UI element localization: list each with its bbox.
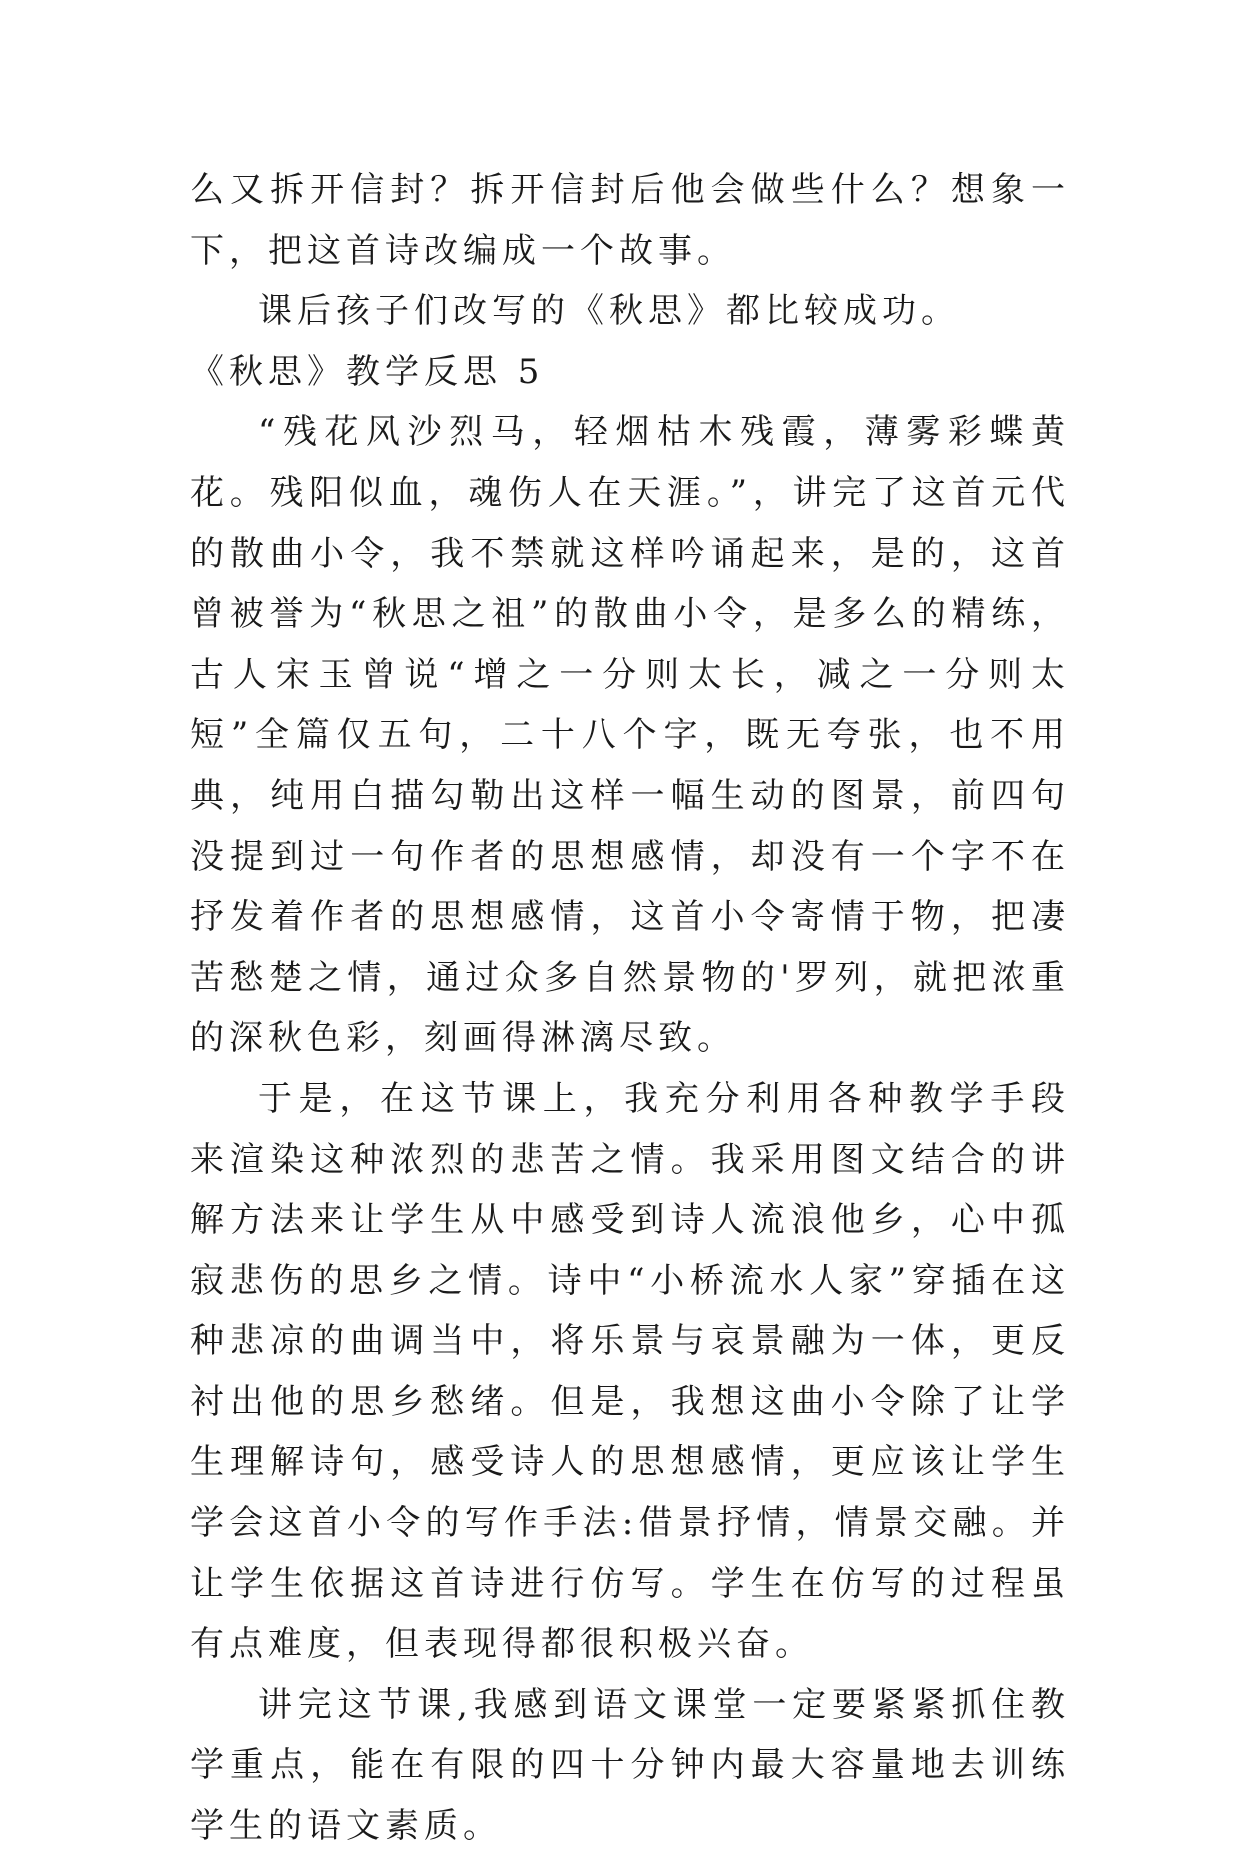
- paragraph-conclusion: 讲完这节课,我感到语文课堂一定要紧紧抓住教学重点，能在有限的四十分钟内最大容量地去训练学生的语文素质。: [190, 1684, 1070, 1847]
- document-body: [190, 160, 1070, 1857]
- paragraph-poem-analysis: “残花风沙烈马，轻烟枯木残霞，薄雾彩蝶黄花。残阳似血，魂伤人在天涯。”，讲完了这首元代的散曲小令，我不禁就这样吟诵起来，是的，这首曾被誉为“秋思之祖”的散曲小令，是多么的精练，古人宋玉曾说“增之一分则太长，减之一分则太短”全篇仅五句，二十八个字，既无夸张，也不用典，纯用白描勾勒出这样一幅生动的图景，前四句没提到过一句作者的思想感情，却没有一个字不在抒发着作者的思想感情，这首小令寄情于物，把凄苦愁楚之情，通过众多自然景物的'罗列，就把浓重的深秋色彩，刻画得淋漓尽致。: [190, 412, 1070, 1059]
- paragraph-teaching-method: 于是，在这节课上，我充分利用各种教学手段来渲染这种浓烈的悲苦之情。我采用图文结合的讲解方法来让学生从中感受到诗人流浪他乡，心中孤寂悲伤的思乡之情。诗中“小桥流水人家”穿插在这种悲凉的曲调当中，将乐景与哀景融为一体，更反衬出他的思乡愁绪。但是，我想这曲小令除了让学生理解诗句，感受诗人的思想感情，更应该让学生学会这首小令的写作手法:借景抒情，情景交融。并让学生依据这首诗进行仿写。学生在仿写的过程虽有点难度，但表现得都很积极兴奋。: [190, 1078, 1070, 1665]
- section-heading: 《秋思》教学反思 5: [190, 351, 545, 392]
- paragraph-continuation: 么又拆开信封？拆开信封后他会做些什么？想象一下，把这首诗改编成一个故事。: [190, 170, 1070, 271]
- paragraph-summary: 课后孩子们改写的《秋思》都比较成功。: [258, 291, 960, 332]
